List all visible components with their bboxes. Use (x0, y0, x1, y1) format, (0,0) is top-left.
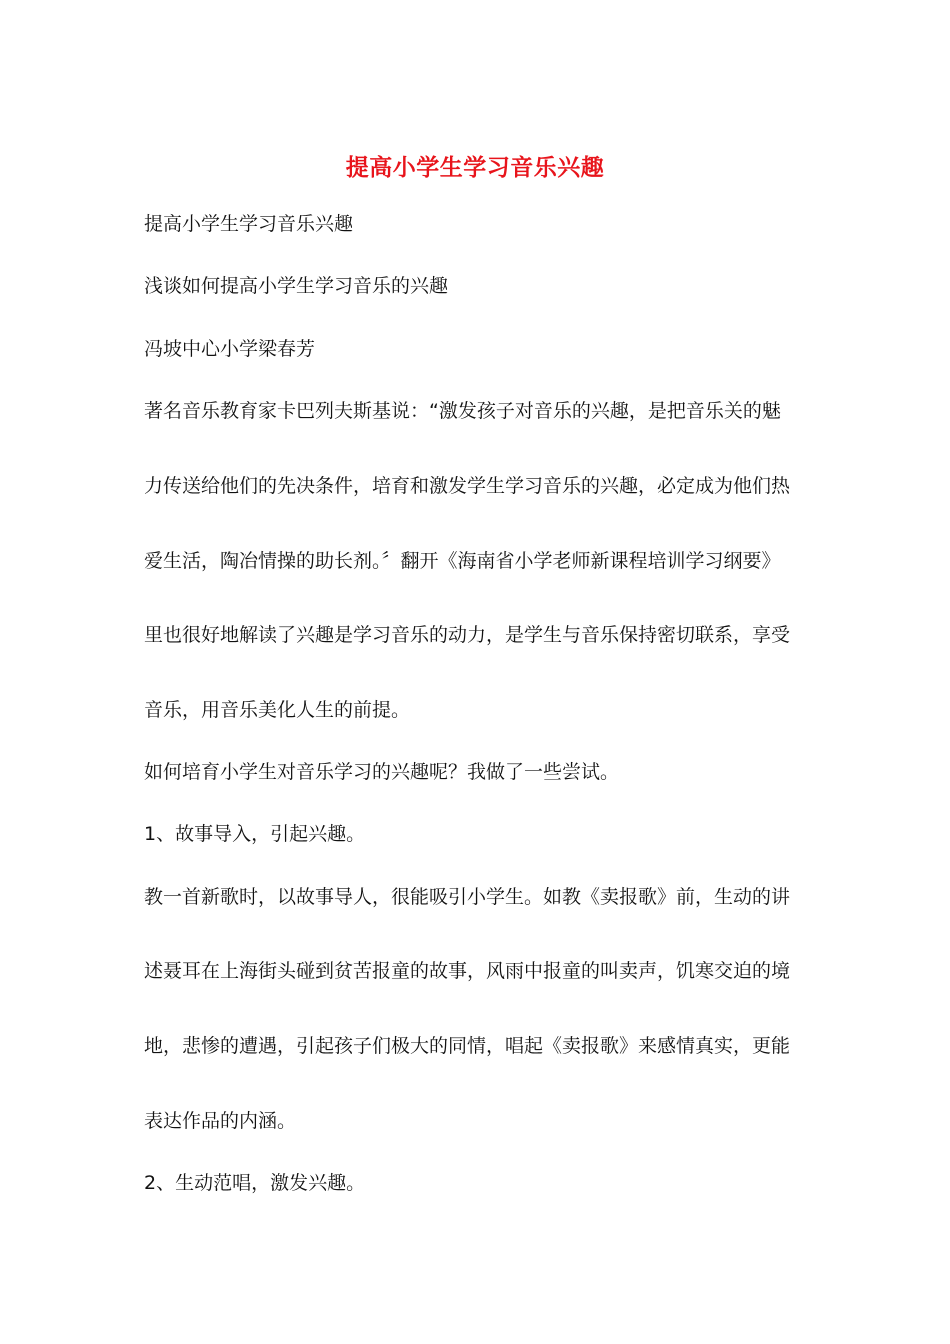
paragraph-line: 如何培育小学生对音乐学习的兴趣呢？我做了一些尝试。 (144, 761, 620, 783)
paragraph-line: 里也很好地解读了兴趣是学习音乐的动力，是学生与音乐保持密切联系，享受 (144, 624, 791, 646)
paragraph-line: 浅谈如何提高小学生学习音乐的兴趣 (144, 275, 449, 297)
document-title: 提高小学生学习音乐兴趣 (345, 154, 605, 181)
paragraph-line: 述聂耳在上海街头碰到贫苦报童的故事，风雨中报童的叫卖声，饥寒交迫的境 (144, 960, 791, 982)
paragraph-line: 著名音乐教育家卡巴列夫斯基说：“激发孩子对音乐的兴趣，是把音乐关的魅 (144, 400, 781, 422)
paragraph-line: 爱生活，陶冶情操的助长剂。〞翻开《海南省小学老师新课程培训学习纲要》 (144, 550, 781, 572)
paragraph-line: 地，悲惨的遭遇，引起孩子们极大的同情，唱起《卖报歌》来感情真实，更能 (144, 1035, 791, 1057)
paragraph-line: 提高小学生学习音乐兴趣 (144, 213, 354, 235)
paragraph-line: 力传送给他们的先决条件，培育和激发学生学习音乐的兴趣，必定成为他们热 (144, 475, 791, 497)
section-heading: 2、生动范唱，激发兴趣。 (144, 1172, 366, 1194)
paragraph-line: 教一首新歌时，以故事导人，很能吸引小学生。如教《卖报歌》前，生动的讲 (144, 886, 791, 908)
paragraph-line: 音乐，用音乐美化人生的前提。 (144, 699, 411, 721)
paragraph-line: 冯坡中心小学梁春芳 (144, 338, 316, 360)
section-heading: 1、故事导入，引起兴趣。 (144, 823, 366, 845)
paragraph-line: 表达作品的内涵。 (144, 1110, 297, 1132)
